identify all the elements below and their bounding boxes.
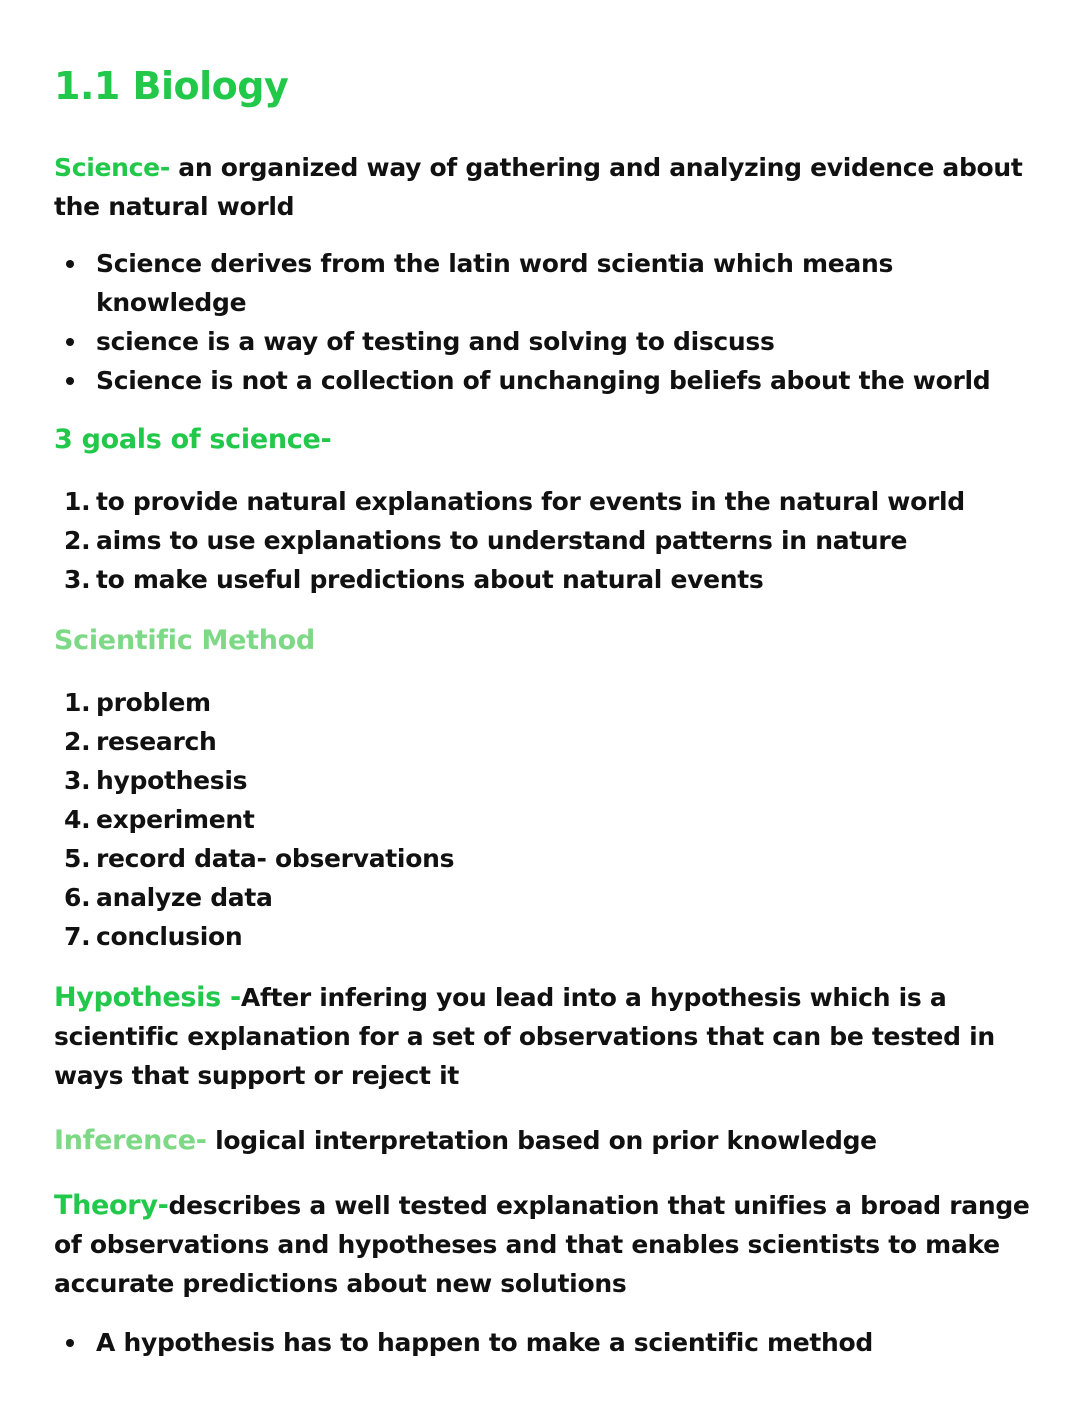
step-number: 2. <box>64 727 91 756</box>
goals-heading: 3 goals of science- <box>54 424 332 455</box>
method-step <box>64 683 1044 722</box>
goal-item <box>64 482 1044 521</box>
step-text: research <box>96 727 217 756</box>
science-text: an organized way of gathering and analyzing evidence about the natural world <box>54 153 1023 221</box>
hypothesis-term: Hypothesis - <box>54 982 241 1013</box>
science-bullet: Science is not a collection of unchanging beliefs about the world <box>96 361 1044 400</box>
science-definition <box>54 148 1044 226</box>
science-term: Science- <box>54 153 170 182</box>
method-step <box>64 917 1044 956</box>
step-text: analyze data <box>96 883 273 912</box>
method-step <box>64 800 1044 839</box>
science-bullet: Science derives from the latin word scientia which means knowledge <box>96 244 1044 322</box>
step-number: 6. <box>64 883 91 912</box>
page-title: 1.1 Biology <box>54 64 289 108</box>
science-bullet: science is a way of testing and solving to discuss <box>96 322 1044 361</box>
inference-definition <box>54 1121 1044 1160</box>
step-text: experiment <box>96 805 255 834</box>
step-text: hypothesis <box>96 766 248 795</box>
theory-bullets <box>54 1323 1044 1362</box>
step-text: problem <box>96 688 211 717</box>
goal-number: 3. <box>64 565 91 594</box>
theory-definition <box>54 1186 1044 1303</box>
goal-item <box>64 560 1044 599</box>
goals-list <box>54 482 1044 599</box>
goal-text: to provide natural explanations for events in the natural world <box>96 487 965 516</box>
goal-item <box>64 521 1044 560</box>
step-text: conclusion <box>96 922 243 951</box>
science-bullets <box>54 244 1044 400</box>
method-step <box>64 878 1044 917</box>
goal-text: to make useful predictions about natural events <box>96 565 764 594</box>
hypothesis-text: After infering you lead into a hypothesis which is a scientific explanation for a set of observations that can be tested in ways that support or reject it <box>54 983 995 1090</box>
method-heading: Scientific Method <box>54 625 315 656</box>
method-step <box>64 722 1044 761</box>
method-list <box>54 683 1044 956</box>
theory-bullet: A hypothesis has to happen to make a scientific method <box>96 1323 1044 1362</box>
notes-page <box>54 58 1044 1362</box>
theory-text: describes a well tested explanation that unifies a broad range of observations and hypotheses and that enables scientists to make accurate predictions about new solutions <box>54 1191 1030 1298</box>
step-number: 7. <box>64 922 91 951</box>
step-number: 1. <box>64 688 91 717</box>
goal-number: 2. <box>64 526 91 555</box>
step-number: 5. <box>64 844 91 873</box>
theory-term: Theory- <box>54 1190 169 1221</box>
hypothesis-definition <box>54 978 1044 1095</box>
method-step <box>64 761 1044 800</box>
step-number: 4. <box>64 805 91 834</box>
step-text: record data- observations <box>96 844 455 873</box>
method-step <box>64 839 1044 878</box>
goal-text: aims to use explanations to understand patterns in nature <box>96 526 908 555</box>
inference-term: Inference- <box>54 1125 207 1156</box>
goal-number: 1. <box>64 487 91 516</box>
inference-text: logical interpretation based on prior knowledge <box>206 1126 877 1155</box>
step-number: 3. <box>64 766 91 795</box>
